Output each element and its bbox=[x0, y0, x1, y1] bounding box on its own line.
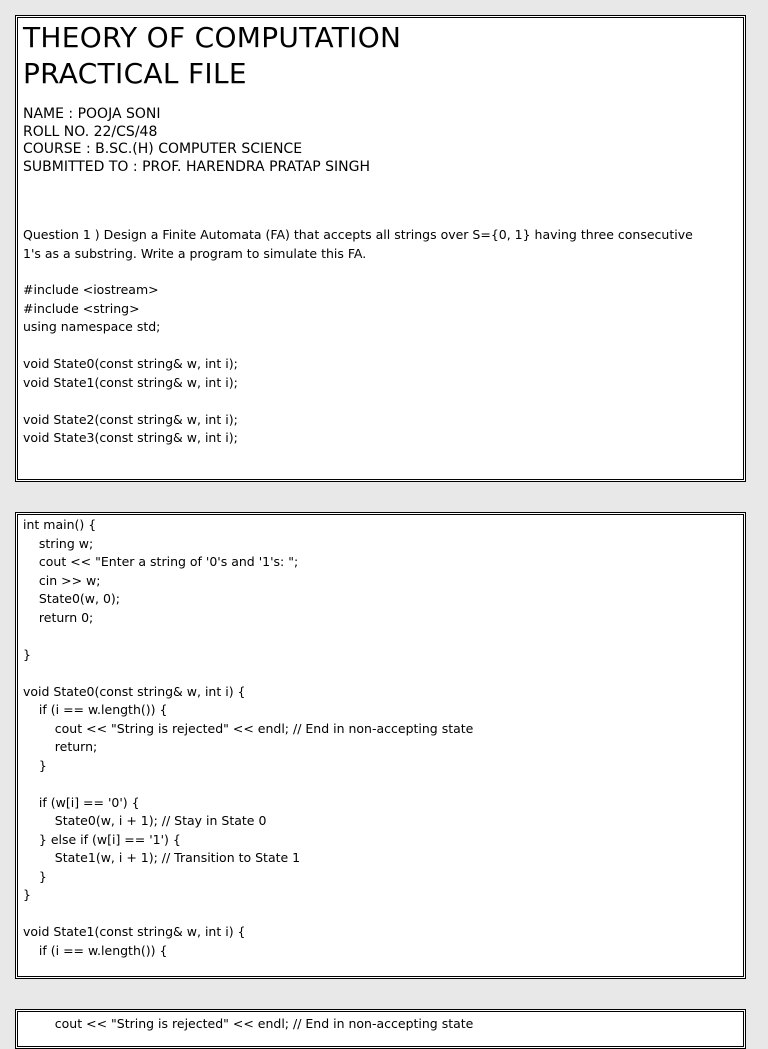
code-line: State1(w, i + 1); // Transition to State 1 bbox=[23, 850, 301, 865]
code-line: if (w[i] == '0') { bbox=[23, 794, 140, 810]
code-line: } bbox=[23, 646, 31, 662]
code-line: cout << "Enter a string of '0's and '1's: "; bbox=[23, 554, 299, 569]
page-2 bbox=[15, 512, 746, 979]
code-line: void State1(const string& w, int i); bbox=[23, 374, 238, 390]
code-line: cout << "String is rejected" << endl; // End in non-accepting state bbox=[23, 720, 474, 736]
code-line: cin >> w; bbox=[23, 572, 101, 588]
blank-line bbox=[18, 392, 743, 411]
code-block-continued bbox=[18, 1015, 743, 1034]
code-line: void State0(const string& w, int i) { bbox=[23, 683, 246, 699]
page-3 bbox=[15, 1009, 746, 1049]
title-line-2: PRACTICAL FILE bbox=[23, 57, 247, 90]
blank-line bbox=[18, 775, 743, 794]
roll-number: ROLL NO. 22/CS/48 bbox=[23, 123, 158, 140]
code-line: void State0(const string& w, int i); bbox=[23, 356, 238, 371]
question-text: Question 1 ) Design a Finite Automata (FA) that accepts all strings over S={0, 1} having three consecutive 1's as a substring. Write a program to simulate this FA. bbox=[23, 227, 693, 261]
code-line: } else if (w[i] == '1') { bbox=[23, 831, 181, 847]
code-line: } bbox=[23, 757, 47, 773]
code-line: } bbox=[23, 887, 31, 902]
code-line: void State3(const string& w, int i); bbox=[23, 430, 238, 445]
code-line: return 0; bbox=[23, 609, 94, 625]
code-line: int main() { bbox=[23, 517, 97, 532]
code-line: using namespace std; bbox=[23, 319, 161, 334]
document-title bbox=[23, 20, 743, 92]
code-line: #include <iostream> bbox=[23, 282, 159, 297]
student-info bbox=[23, 106, 743, 176]
code-line: State0(w, i + 1); // Stay in State 0 bbox=[23, 813, 267, 828]
code-line: } bbox=[23, 868, 47, 884]
code-line: return; bbox=[23, 739, 98, 754]
blank-line bbox=[18, 664, 743, 683]
code-line: State0(w, 0); bbox=[23, 591, 121, 606]
code-line: if (i == w.length()) { bbox=[23, 702, 168, 717]
code-line: string w; bbox=[23, 535, 94, 551]
code-block-declarations bbox=[18, 281, 743, 448]
code-line: #include <string> bbox=[23, 300, 140, 316]
submitted-to: SUBMITTED TO : PROF. HARENDRA PRATAP SINGH bbox=[23, 158, 370, 175]
student-name: NAME : POOJA SONI bbox=[23, 106, 161, 122]
blank-line bbox=[18, 627, 743, 646]
page-1 bbox=[15, 15, 746, 482]
title-line-1: THEORY OF COMPUTATION bbox=[23, 21, 402, 54]
code-line: void State2(const string& w, int i); bbox=[23, 411, 238, 427]
code-line: if (i == w.length()) { bbox=[23, 942, 168, 958]
blank-line bbox=[18, 337, 743, 356]
course: COURSE : B.SC.(H) COMPUTER SCIENCE bbox=[23, 141, 303, 157]
code-line: cout << "String is rejected" << endl; // End in non-accepting state bbox=[23, 1016, 474, 1031]
blank-line bbox=[18, 905, 743, 924]
code-block-main bbox=[18, 515, 743, 960]
code-line: void State1(const string& w, int i) { bbox=[23, 924, 246, 939]
